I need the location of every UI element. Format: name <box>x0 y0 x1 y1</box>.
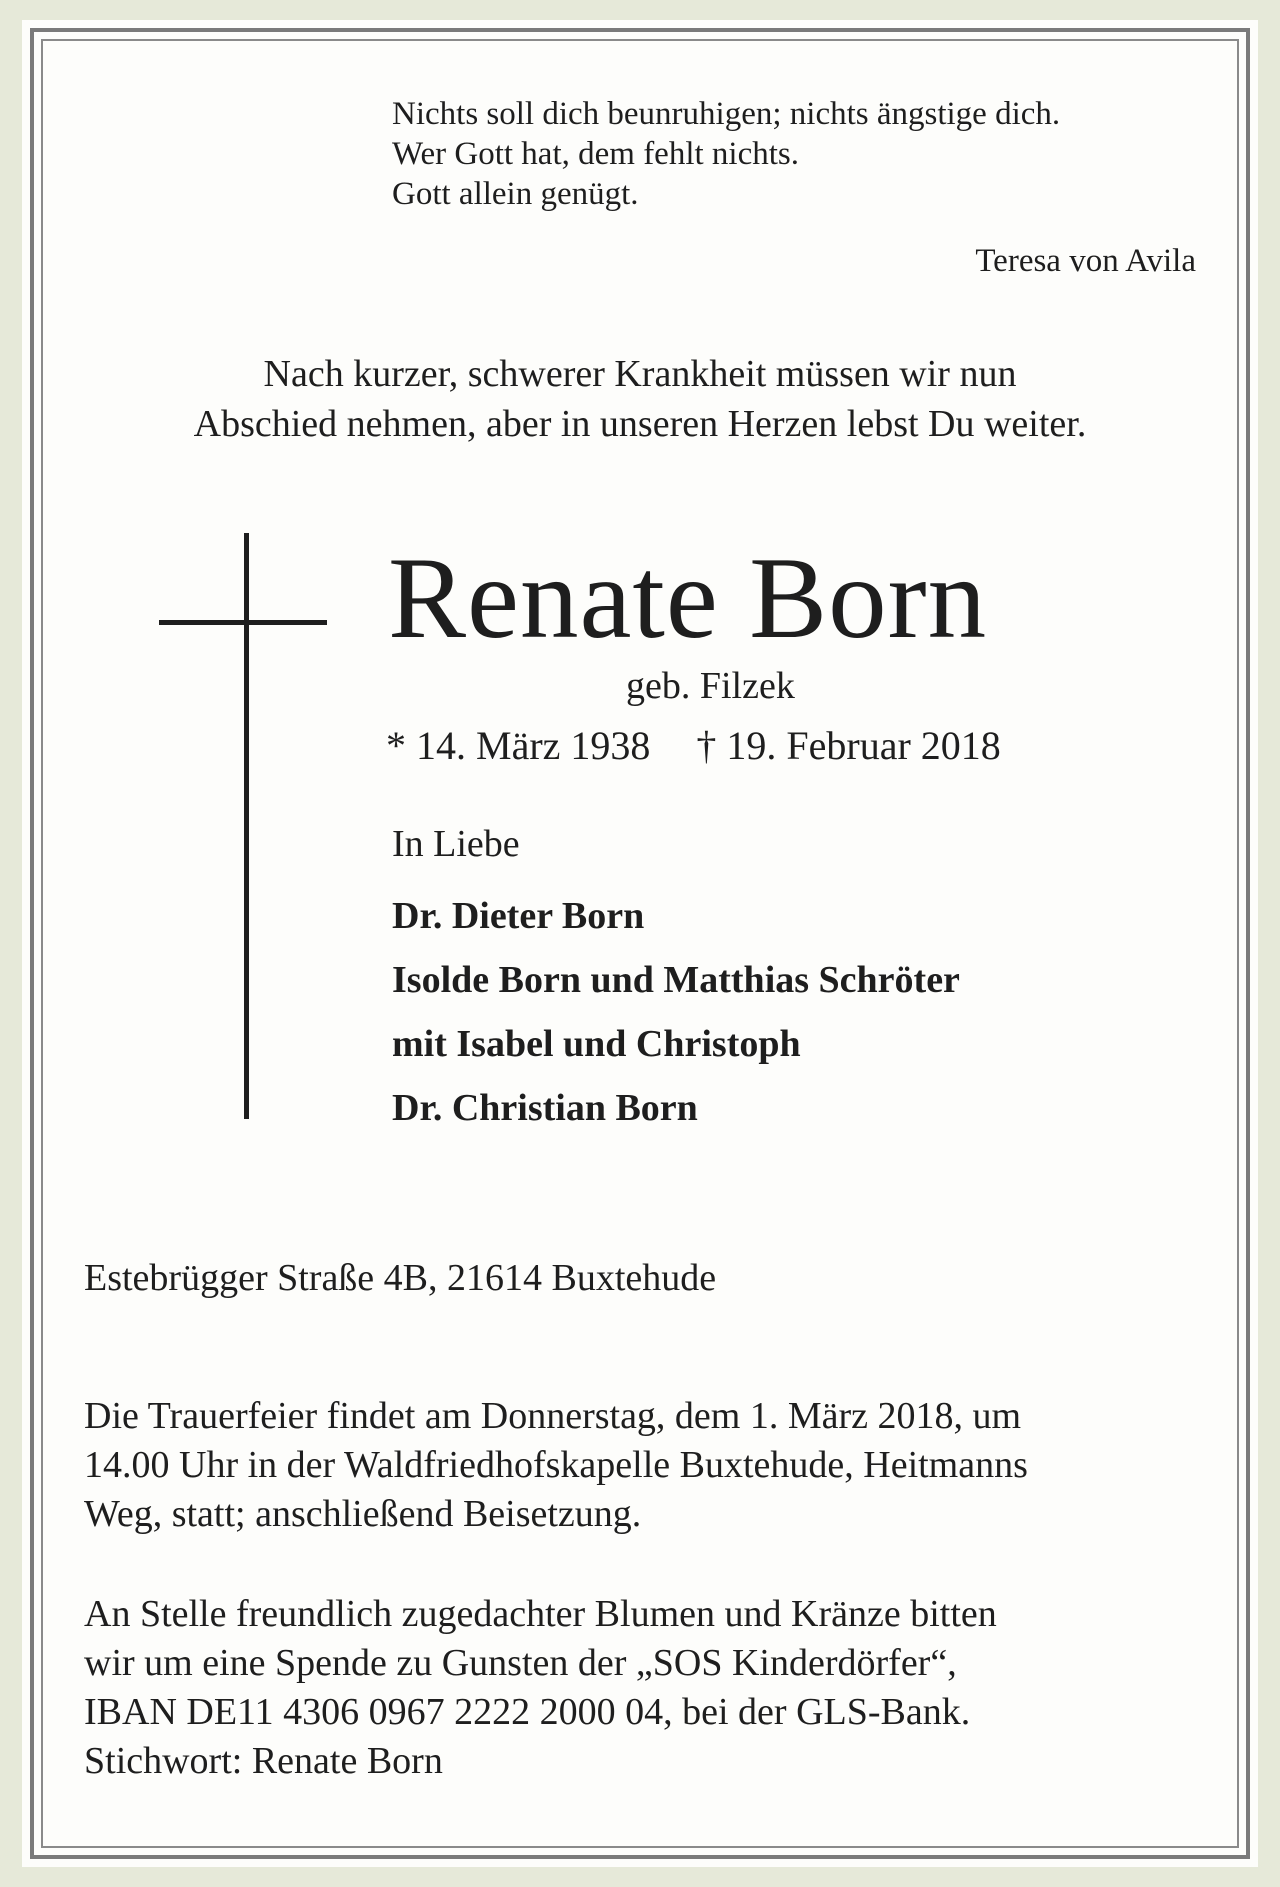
cross-horizontal-bar <box>159 620 327 625</box>
funeral-line: Weg, statt; anschließend Beisetzung. <box>84 1493 642 1535</box>
mourners-list <box>392 884 960 1140</box>
birth-name: geb. Filzek <box>626 665 795 707</box>
donation-line: Stichwort: Renate Born <box>84 1740 443 1782</box>
intro-line: Nach kurzer, schwerer Krankheit müssen wir nun <box>263 353 1017 395</box>
donation-line: IBAN DE11 4306 0967 2222 2000 04, bei der GLS-Bank. <box>84 1691 971 1733</box>
motto-author: Teresa von Avila <box>975 243 1196 279</box>
donation-line: wir um eine Spende zu Gunsten der „SOS Kinderdörfer“, <box>84 1642 957 1684</box>
mourners-intro: In Liebe <box>392 823 520 865</box>
funeral-notice <box>84 1392 1028 1539</box>
intro-text <box>80 349 1200 449</box>
motto-line: Wer Gott hat, dem fehlt nichts. <box>392 136 799 172</box>
donation-line: An Stelle freundlich zugedachter Blumen und Kränze bitten <box>84 1593 997 1635</box>
deceased-name: Renate Born <box>388 534 988 663</box>
mourner-name: Dr. Dieter Born <box>392 895 645 937</box>
motto-line: Nichts soll dich beunruhigen; nichts ängstige dich. <box>392 96 1061 132</box>
death-date: † 19. Februar 2018 <box>696 723 1001 768</box>
motto-quote <box>392 94 1060 214</box>
life-dates <box>386 722 1001 769</box>
mourner-name: Isolde Born und Matthias Schröter <box>392 959 960 1001</box>
funeral-line: 14.00 Uhr in der Waldfriedhofskapelle Buxtehude, Heitmanns <box>84 1444 1028 1486</box>
mourner-name: mit Isabel und Christoph <box>392 1023 801 1065</box>
motto-line: Gott allein genügt. <box>392 176 639 212</box>
mourner-name: Dr. Christian Born <box>392 1087 698 1129</box>
donation-notice <box>84 1590 997 1786</box>
birth-date: * 14. März 1938 <box>386 723 651 768</box>
funeral-line: Die Trauerfeier findet am Donnerstag, dem 1. März 2018, um <box>84 1395 1022 1437</box>
address: Estebrügger Straße 4B, 21614 Buxtehude <box>84 1257 717 1299</box>
intro-line: Abschied nehmen, aber in unseren Herzen lebst Du weiter. <box>193 403 1087 445</box>
